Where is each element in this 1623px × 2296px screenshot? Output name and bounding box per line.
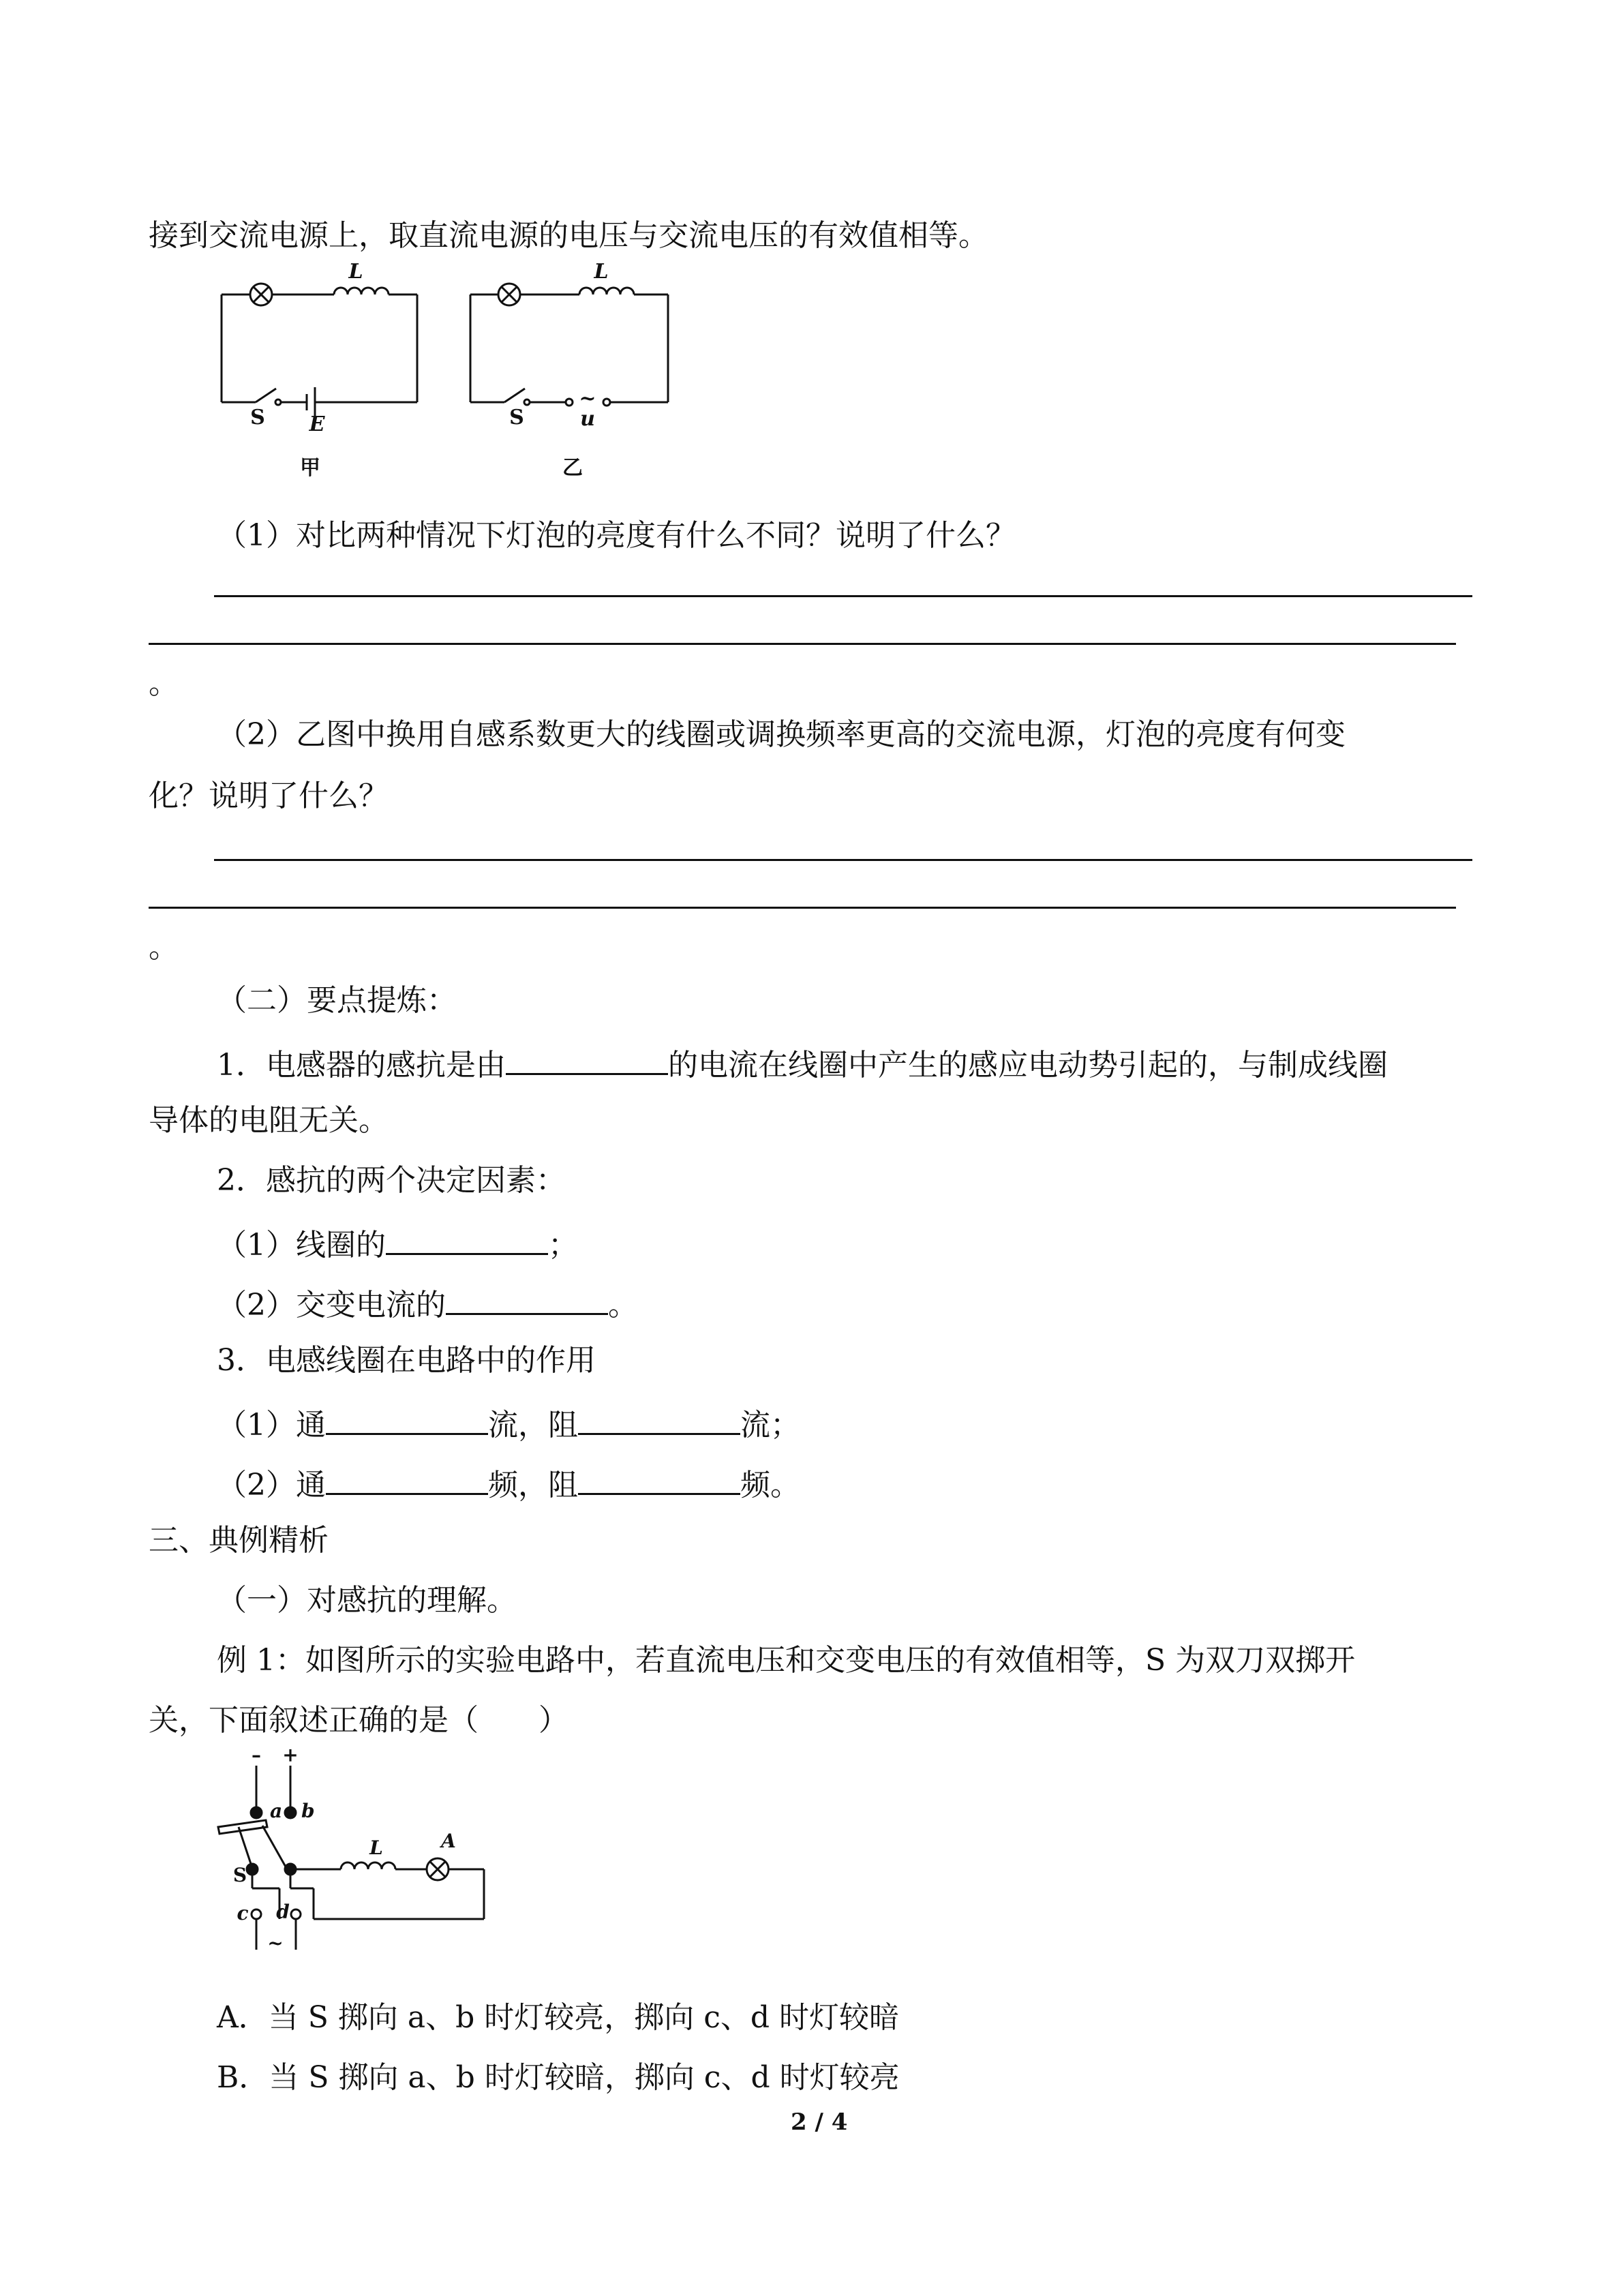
point-2-2: （2）交变电流的 。 <box>217 1282 638 1325</box>
fill-blank[interactable] <box>578 1402 740 1435</box>
point-3-2: （2）通 频，阻 频。 <box>217 1462 800 1505</box>
answer-line <box>214 595 1472 597</box>
fill-blank[interactable] <box>386 1222 548 1255</box>
label-a: a <box>270 1800 283 1822</box>
fill-blank[interactable] <box>326 1462 488 1495</box>
label-minus: – <box>252 1744 261 1766</box>
inductor-icon <box>341 1862 395 1869</box>
question-1: （1）对比两种情况下灯泡的亮度有什么不同？说明了什么？ <box>217 518 1016 553</box>
point-3: 3．电感线圈在电路中的作用 <box>217 1343 596 1378</box>
caption-yi: 乙 <box>562 456 583 480</box>
question-2-line2: 化？说明了什么？ <box>149 779 389 813</box>
points-heading: （二）要点提炼： <box>217 983 457 1018</box>
page-number: 2 / 4 <box>791 2109 848 2136</box>
circuit-jia <box>222 284 417 417</box>
inductor-icon <box>579 288 634 294</box>
example-1-line2: 关，下面叙述正确的是（ ） <box>149 1703 568 1738</box>
label-c: c <box>237 1902 249 1924</box>
intro-line: 接到交流电源上，取直流电源的电压与交流电压的有效值相等。 <box>149 218 988 253</box>
example-1-line1: 例 1：如图所示的实验电路中，若直流电压和交变电压的有效值相等，S 为双刀双掷开 <box>217 1643 1356 1678</box>
circuit-figure-2 <box>204 1744 504 1954</box>
inductor-icon <box>334 288 389 294</box>
question-2-line1: （2）乙图中换用自感系数更大的线圈或调换频率更高的交流电源，灯泡的亮度有何变 <box>217 717 1346 752</box>
circuit-figure-1 <box>204 260 695 491</box>
point-2: 2．感抗的两个决定因素： <box>217 1163 566 1198</box>
caption-jia: 甲 <box>300 456 320 480</box>
fill-blank[interactable] <box>446 1282 608 1315</box>
label-b: b <box>301 1800 315 1822</box>
option-b[interactable]: B．当 S 掷向 a、b 时灯较暗，掷向 c、d 时灯较亮 <box>217 2060 900 2095</box>
answer-line <box>214 859 1472 861</box>
label-E-jia: E <box>309 412 325 436</box>
point-1-line1: 1．电感器的感抗是由 的电流在线圈中产生的感应电动势引起的，与制成线圈 <box>217 1042 1388 1085</box>
label-S-yi: S <box>509 406 524 429</box>
answer-line <box>149 907 1456 909</box>
label-u-yi: u <box>580 407 595 431</box>
fill-blank[interactable] <box>506 1042 668 1075</box>
point-3-1: （1）通 流，阻 流； <box>217 1402 800 1445</box>
label-tilde-yi: ~ <box>579 387 596 410</box>
label-plus: + <box>282 1744 299 1766</box>
label-tilde: ~ <box>267 1932 284 1954</box>
label-S: S <box>232 1864 247 1886</box>
fill-blank[interactable] <box>578 1462 740 1495</box>
switch-icon <box>504 389 525 402</box>
point-2-1: （1）线圈的 ； <box>217 1222 578 1265</box>
fill-blank[interactable] <box>326 1402 488 1435</box>
section-3-title: 三、典例精析 <box>149 1523 329 1558</box>
option-a[interactable]: A．当 S 掷向 a、b 时灯较亮，掷向 c、d 时灯较暗 <box>217 2000 900 2035</box>
switch-icon <box>256 389 276 402</box>
point-1-line2: 导体的电阻无关。 <box>149 1103 389 1138</box>
label-L-jia: L <box>348 260 363 284</box>
label-L: L <box>369 1837 383 1859</box>
answer-end: 。 <box>149 666 179 701</box>
switch-handle-icon <box>218 1820 267 1834</box>
answer-line <box>149 643 1456 645</box>
label-d: d <box>276 1901 290 1923</box>
section-3-sub: （一）对感抗的理解。 <box>217 1583 517 1618</box>
answer-end: 。 <box>149 930 179 965</box>
label-A: A <box>441 1830 456 1852</box>
circuit-yi <box>470 284 668 406</box>
label-L-yi: L <box>594 260 609 284</box>
label-S-jia: S <box>250 406 265 429</box>
